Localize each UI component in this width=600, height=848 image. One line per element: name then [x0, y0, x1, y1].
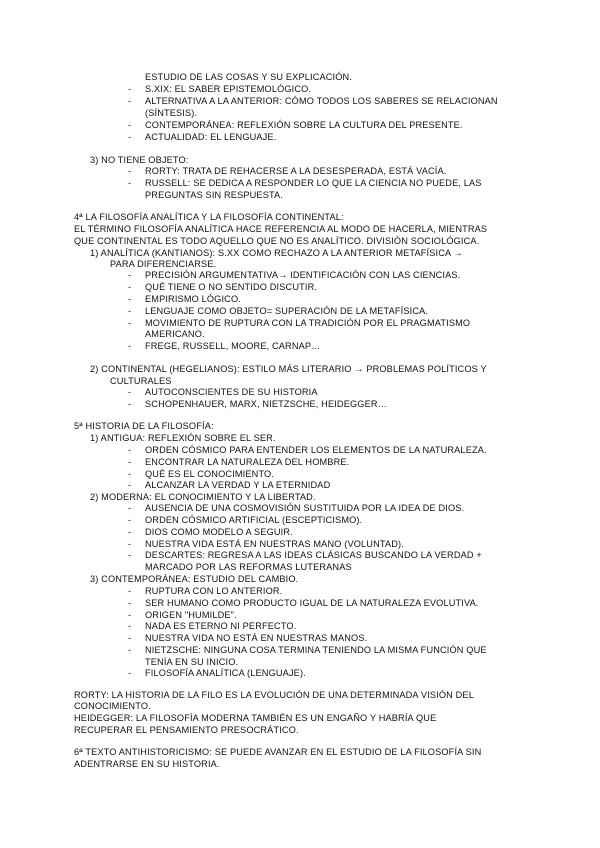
text-line: NUESTRA VIDA ESTÁ EN NUESTRAS MANO (VOLUNTAD). — [145, 539, 404, 549]
list-bullet: - — [128, 539, 132, 549]
text-line: ADENTRARSE EN SU HISTORIA. — [74, 759, 220, 769]
text-line: FREGE, RUSSELL, MOORE, CARNAP… — [145, 341, 321, 351]
list-bullet: - — [128, 399, 132, 409]
text-line: RORTY: TRATA DE REHACERSE A LA DESESPERADA, ESTÁ VACÍA. — [145, 166, 447, 176]
text-line: ESTUDIO DE LAS COSAS Y SU EXPLICACIÓN. — [145, 72, 353, 82]
text-line: SCHOPENHAUER, MARX, NIETZSCHE, HEIDEGGER… — [145, 399, 387, 409]
text-line: DIOS COMO MODELO A SEGUIR. — [145, 527, 293, 537]
text-line: (SÍNTESIS). — [145, 108, 198, 118]
list-bullet: - — [128, 469, 132, 479]
list-bullet: - — [128, 515, 132, 525]
list-bullet: - — [128, 120, 132, 130]
text-line: ACTUALIDAD: EL LENGUAJE. — [145, 132, 277, 142]
list-bullet: - — [128, 503, 132, 513]
text-line: ORDEN CÓSMICO ARTIFICIAL (ESCEPTICISMO). — [145, 515, 363, 525]
text-line: PREGUNTAS SIN RESPUESTA. — [145, 190, 284, 200]
list-bullet: - — [128, 598, 132, 608]
list-bullet: - — [128, 668, 132, 678]
text-line: FILOSOFÍA ANALÍTICA (LENGUAJE). — [145, 668, 306, 678]
list-bullet: - — [128, 166, 132, 176]
text-line: EL TÉRMINO FILOSOFÍA ANALÍTICA HACE REFERENCIA AL MODO DE HACERLA, MIENTRAS — [74, 224, 488, 234]
text-line: AUSENCIA DE UNA COSMOVISIÓN SUSTITUIDA POR LA IDEA DE DIOS. — [145, 503, 465, 513]
text-line: DESCARTES: REGRESA A LAS IDEAS CLÁSICAS BUSCANDO LA VERDAD + — [145, 550, 482, 560]
text-line: HEIDEGGER: LA FILOSOFÍA MODERNA TAMBIÉN ES UN ENGAÑO Y HABRÍA QUE — [74, 713, 437, 723]
text-line: RORTY: LA HISTORIA DE LA FILO ES LA EVOLUCIÓN DE UNA DETERMINADA VISIÓN DEL — [74, 690, 474, 700]
list-bullet: - — [128, 282, 132, 292]
text-line: RUPTURA CON LO ANTERIOR. — [145, 586, 283, 596]
text-line: 1) ANTIGUA: REFLEXIÓN SOBRE EL SER. — [90, 433, 276, 443]
text-line: TENÍA EN SU INICIO. — [145, 657, 239, 667]
text-line: 2) MODERNA: EL CONOCIMIENTO Y LA LIBERTAD. — [90, 492, 316, 502]
list-bullet: - — [128, 445, 132, 455]
text-line: 5ª HISTORIA DE LA FILOSOFÍA: — [74, 421, 214, 431]
list-bullet: - — [128, 132, 132, 142]
text-line: MARCADO POR LAS REFORMAS LUTERANAS — [145, 562, 352, 572]
text-line: ORIGEN "HUMILDE". — [145, 610, 237, 620]
text-line: RUSSELL: SE DEDICA A RESPONDER LO QUE LA CIENCIA NO PUEDE, LAS — [145, 178, 482, 188]
list-bullet: - — [128, 586, 132, 596]
text-line: PARA DIFERENCIARSE. — [110, 259, 217, 269]
text-line: NADA ES ETERNO NI PERFECTO. — [145, 621, 297, 631]
list-bullet: - — [128, 318, 132, 328]
text-line: MOVIMIENTO DE RUPTURA CON LA TRADICIÓN POR EL PRAGMATISMO — [145, 318, 471, 328]
text-line: LENGUAJE COMO OBJETO= SUPERACIÓN DE LA METAFÍSICA. — [145, 306, 429, 316]
text-line: CONOCIMIENTO. — [74, 701, 151, 711]
list-bullet: - — [128, 294, 132, 304]
list-bullet: - — [128, 341, 132, 351]
text-line: PRECISIÓN ARGUMENTATIVA→ IDENTIFICACIÓN CON LAS CIENCIAS. — [145, 270, 461, 280]
list-bullet: - — [128, 457, 132, 467]
text-line: EMPIRISMO LÓGICO. — [145, 294, 241, 304]
text-line: 3) CONTEMPORÁNEA: ESTUDIO DEL CAMBIO. — [90, 574, 299, 584]
text-line: 1) ANALÍTICA (KANTIANOS): S.XX COMO RECHAZO A LA ANTERIOR METAFÍSICA → — [90, 248, 463, 258]
list-bullet: - — [128, 633, 132, 643]
text-line: S.XIX: EL SABER EPISTEMOLÓGICO. — [145, 84, 312, 94]
text-line: ALCANZAR LA VERDAD Y LA ETERNIDAD — [145, 480, 331, 490]
list-bullet: - — [128, 550, 132, 560]
list-bullet: - — [128, 84, 132, 94]
list-bullet: - — [128, 270, 132, 280]
list-bullet: - — [128, 480, 132, 490]
text-line: NIETZSCHE: NINGUNA COSA TERMINA TENIENDO LA MISMA FUNCIÓN QUE — [145, 645, 487, 655]
text-line: NUESTRA VIDA NO ESTÁ EN NUESTRAS MANOS. — [145, 633, 368, 643]
text-line: QUE CONTINENTAL ES TODO AQUELLO QUE NO ES ANALÍTICO. DIVISIÓN SOCIOLÓGICA. — [74, 236, 480, 246]
text-line: CONTEMPORÁNEA: REFLEXIÓN SOBRE LA CULTURA DEL PRESENTE. — [145, 120, 463, 130]
list-bullet: - — [128, 645, 132, 655]
text-line: 6ª TEXTO ANTIHISTORICISMO: SE PUEDE AVANZAR EN EL ESTUDIO DE LA FILOSOFÍA SIN — [74, 747, 482, 757]
list-bullet: - — [128, 306, 132, 316]
list-bullet: - — [128, 387, 132, 397]
text-line: QUÉ TIENE O NO SENTIDO DISCUTIR. — [145, 282, 318, 292]
text-line: ORDEN CÓSMICO PARA ENTENDER LOS ELEMENTOS DE LA NATURALEZA. — [145, 445, 487, 455]
text-line: ENCONTRAR LA NATURALEZA DEL HOMBRE. — [145, 457, 350, 467]
text-line: ALTERNATIVA A LA ANTERIOR: CÓMO TODOS LOS SABERES SE RELACIONAN — [145, 96, 498, 106]
text-line: AUTOCONSCIENTES DE SU HISTORIA — [145, 387, 318, 397]
list-bullet: - — [128, 610, 132, 620]
list-bullet: - — [128, 178, 132, 188]
text-line: 3) NO TIENE OBJETO: — [90, 155, 189, 165]
text-line: SER HUMANO COMO PRODUCTO IGUAL DE LA NATURALEZA EVOLUTIVA. — [145, 598, 479, 608]
text-line: AMERICANO. — [145, 329, 205, 339]
text-line: CULTURALES — [110, 376, 172, 386]
text-line: 4ª LA FILOSOFÍA ANALÍTICA Y LA FILOSOFÍA CONTINENTAL: — [74, 212, 344, 222]
text-line: QUÉ ES EL CONOCIMIENTO. — [145, 469, 275, 479]
list-bullet: - — [128, 96, 132, 106]
text-line: RECUPERAR EL PENSAMIENTO PRESOCRÁTICO. — [74, 725, 299, 735]
text-line: 2) CONTINENTAL (HEGELIANOS): ESTILO MÁS LITERARIO → PROBLEMAS POLÍTICOS Y — [90, 364, 487, 374]
list-bullet: - — [128, 527, 132, 537]
list-bullet: - — [128, 621, 132, 631]
